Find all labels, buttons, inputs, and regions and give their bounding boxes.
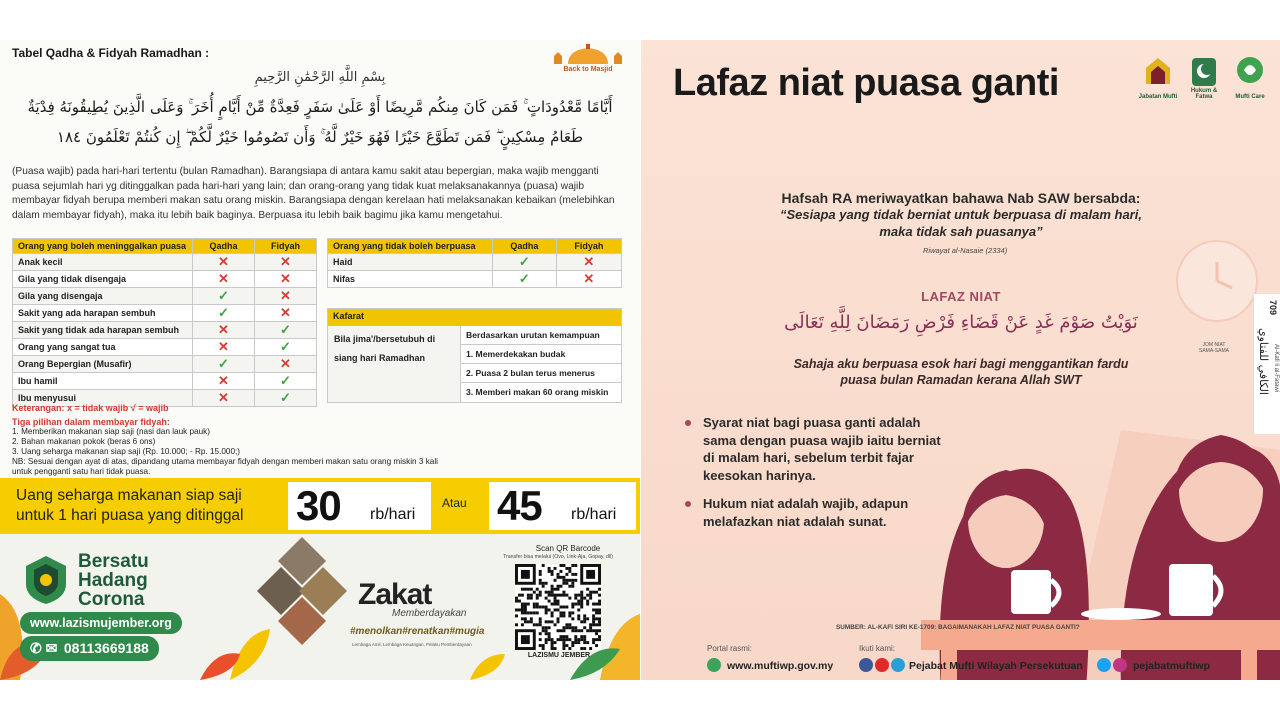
row-label: Nifas: [328, 271, 493, 288]
table-row: [13, 271, 317, 288]
globe-icon: [707, 658, 721, 672]
qadha-mark: ✓: [193, 288, 255, 305]
instagram-icon[interactable]: [1113, 658, 1127, 672]
source-reference: SUMBER: AL-KAFI SIRI KE-1709: BAGAIMANAKAH LAFAZ NIAT PUASA GANTI?: [836, 624, 1080, 631]
phone-whatsapp-icon: ✆ ✉: [30, 640, 58, 656]
slogan-line: Corona: [78, 589, 145, 610]
price-description: [16, 486, 244, 526]
hadith-source: Riwayat al-Nasaie (2334): [923, 246, 1008, 255]
fidyah-mark: ✓: [255, 339, 317, 356]
mosque-icon: [548, 44, 628, 66]
fidyah-mark: ✕: [255, 305, 317, 322]
qadha-mark: ✓: [493, 271, 557, 288]
qadha-fidyah-table: [12, 238, 317, 407]
price-number: 30: [296, 482, 341, 529]
price-description-line: Uang seharga makanan siap saji: [16, 487, 242, 504]
table-row: [13, 305, 317, 322]
note-item: Syarat niat bagi puasa ganti adalah sama dengan puasa wajib iaitu berniat di malam hari, sebelum terbit fajar keesokan harinya.: [685, 414, 945, 484]
row-label: Sakit yang tidak ada harapan sembuh: [13, 322, 193, 339]
fidyah-poster: [0, 40, 640, 680]
bersatu-hadang-corona: [78, 552, 149, 609]
facebook-icon[interactable]: [859, 658, 873, 672]
social-name[interactable]: Pejabat Mufti Wilayah Persekutuan: [909, 660, 1083, 672]
clock-icon: [1178, 242, 1256, 320]
women-drinking-illustration: [921, 370, 1280, 680]
telegram-icon[interactable]: [891, 658, 905, 672]
row-label: Gila yang tidak disengaja: [13, 271, 193, 288]
table-body: [13, 254, 317, 407]
table-row: [13, 373, 317, 390]
fidyah-mark: ✕: [556, 254, 621, 271]
phone-contact[interactable]: [20, 636, 159, 661]
kafarat-option: 3. Memberi makan 60 orang miskin: [460, 383, 621, 402]
table-row: [13, 254, 317, 271]
fidyah-mark: ✕: [255, 288, 317, 305]
mufti-logo: [1138, 54, 1178, 100]
table-header: Qadha: [193, 239, 255, 254]
portal-url[interactable]: www.muftiwp.gov.my: [727, 660, 834, 672]
row-label: Orang yang sangat tua: [13, 339, 193, 356]
lazismu-shield-icon: [22, 554, 70, 606]
table-header: Qadha: [493, 239, 557, 254]
list-item: 2. Bahan makanan pokok (beras 6 ons): [12, 437, 156, 446]
youtube-icon[interactable]: [875, 658, 889, 672]
table-header: Orang yang tidak boleh berpuasa: [328, 239, 493, 254]
price-description-line: untuk 1 hari puasa yang ditinggal: [16, 507, 244, 524]
price-band: [0, 478, 640, 534]
bismillah: بِسْمِ اللَّهِ الرَّحْمَٰنِ الرَّحِيمِ: [254, 70, 386, 85]
al-kafi-latin: Al-Kafi li al-Fatawi: [1273, 344, 1279, 393]
list-item: NB: Sesuai dengan ayat di atas, dipandang utama membayar fidyah dengan memberi makan satu orang miskin 3 kali: [12, 457, 438, 466]
lafaz-niat-heading: LAFAZ NIAT: [921, 289, 1001, 304]
logo-label: Jabatan Mufti: [1138, 94, 1178, 100]
kafarat-option-header: Berdasarkan urutan kemampuan: [460, 326, 621, 345]
logo-group: [1138, 54, 1270, 100]
verse-translation: (Puasa wajib) pada hari-hari tertentu (bulan Ramadhan). Barangsiapa di antara kamu sakit atau bepergian, maka wajib mengganti puasa sejumlah hari yg ditinggalkan pada hari-hari yang lain; dan orang-orang yang tidak kuat melaksanakannya (puasa) wajib membayar fidyah berupa memberi makan satu orang miskin. Barangsiapa dengan kerelaan hati melaksanakan kebaikan (melebihkan dalam membayar fidyah), maka itu lebih baik baginya. Berpuasa itu lebih baik bagimu jika kamu mengetahui.: [12, 166, 615, 221]
al-kafi-arabic: الكافي للفتاوي: [1257, 328, 1270, 395]
qr-code-icon[interactable]: [515, 564, 601, 650]
phone-number: 08113669188: [63, 640, 149, 656]
website-link[interactable]: www.lazismujember.org: [20, 612, 182, 634]
fidyah-mark: ✓: [255, 373, 317, 390]
price-unit: rb/hari: [571, 506, 617, 523]
campaign-footer: [0, 534, 640, 680]
table-row: [13, 322, 317, 339]
social-handle[interactable]: pejabatmuftiwp: [1133, 660, 1211, 672]
qadha-mark: ✕: [193, 254, 255, 271]
twitter-icon[interactable]: [1097, 658, 1111, 672]
qadha-mark: ✓: [193, 356, 255, 373]
fidyah-mark: ✕: [255, 271, 317, 288]
mufti-care-logo: [1230, 54, 1270, 100]
ikuti-label: Ikuti kami:: [859, 644, 896, 653]
niat-notes: [685, 414, 945, 541]
list-item: untuk pengganti satu hari tidak puasa.: [12, 467, 151, 476]
quran-verse: أَيَّامًا مَّعْدُودَاتٍ ۚ فَمَن كَانَ مِنكُم مَّرِيضًا أَوْ عَلَىٰ سَفَرٍ فَعِدَّةٌ مِّنْ أَيَّامٍ أُخَرَ ۚ وَعَلَى الَّذِينَ يُطِيقُونَهُ فِدْيَةٌ طَعَامُ مِسْكِينٍ ۖ فَمَن تَطَوَّعَ خَيْرًا فَهُوَ خَيْرٌ لَّهُ ۚ وَأَن تَصُومُوا خَيْرٌ لَّكُمْ ۖ إِن كُنتُمْ تَعْلَمُونَ ١٨٤: [27, 98, 613, 146]
logo-text: Back to Masjid: [563, 66, 613, 73]
hadith-quote: [641, 206, 1280, 240]
row-label: Sakit yang ada harapan sembuh: [13, 305, 193, 322]
hadith-quote-line: maka tidak sah puasanya”: [879, 224, 1043, 239]
hadith-intro: Hafsah RA meriwayatkan bahawa Nab SAW bersabda:: [781, 190, 1141, 206]
logo-label: Mufti Care: [1235, 94, 1265, 100]
niat-translation-line: Sahaja aku berpuasa esok hari bagi menggantikan fardu: [793, 357, 1129, 371]
poster-title: Lafaz niat puasa ganti: [673, 62, 1059, 104]
zakat-fineprint: Lembaga Amil, Lembaga Keuangan, Pelaku Pemberdayaan: [352, 642, 472, 647]
qadha-mark: ✓: [193, 305, 255, 322]
clock-decoration: [1176, 240, 1258, 322]
poster-title: Tabel Qadha & Fidyah Ramadhan :: [12, 46, 210, 60]
kafarat-condition: Bila jima'/bersetubuh di siang hari Ramadhan: [334, 334, 436, 363]
list-item: 3. Uang seharga makanan siap saji (Rp. 10.000; - Rp. 15.000;): [12, 447, 241, 456]
fidyah-options-list: [12, 427, 622, 477]
legend-note: Keterangan: x = tidak wajib √ = wajib: [12, 403, 169, 413]
series-number: 709: [1268, 300, 1278, 316]
fidyah-options-header: Tiga pilihan dalam membayar fidyah:: [12, 417, 170, 427]
table-header: Orang yang boleh meninggalkan puasa: [13, 239, 193, 254]
qr-label: LAZISMU JEMBER: [527, 652, 591, 659]
table-header: Fidyah: [255, 239, 317, 254]
price-30: [288, 482, 431, 530]
slogan-line: Hadang: [78, 570, 148, 591]
crest-icon: [1138, 54, 1178, 90]
portal-label: Portal rasmi:: [707, 644, 752, 653]
niat-translation-line: puasa bulan Ramadan kerana Allah SWT: [840, 373, 1082, 387]
price-number: 45: [497, 482, 542, 529]
kafarat-option: 2. Puasa 2 bulan terus menerus: [460, 364, 621, 383]
slogan-line: Bersatu: [78, 551, 149, 572]
price-unit: rb/hari: [370, 506, 416, 523]
kafarat-box: [327, 308, 622, 403]
qr-header: Scan QR Barcode: [535, 544, 601, 553]
table-row: [328, 271, 622, 288]
table-row: [328, 254, 622, 271]
qadha-mark: ✕: [193, 373, 255, 390]
fidyah-mark: ✕: [255, 254, 317, 271]
jom-niat-label: JOM NIAT SAMA-SAMA: [1198, 342, 1229, 354]
qadha-mark: ✓: [493, 254, 557, 271]
tidak-boleh-puasa-table: [327, 238, 622, 288]
zakat-logo-text: Zakat: [358, 578, 432, 611]
table-row: [13, 356, 317, 373]
list-item: 1. Memberikan makanan siap saji (nasi dan lauk pauk): [12, 427, 210, 436]
care-icon: [1230, 54, 1270, 90]
row-label: Ibu hamil: [13, 373, 193, 390]
price-45: [489, 482, 636, 530]
fidyah-mark: ✓: [255, 390, 317, 407]
qadha-mark: ✕: [193, 339, 255, 356]
kafarat-options: [460, 326, 621, 402]
qadha-mark: ✕: [193, 322, 255, 339]
niat-puasa-poster: [641, 40, 1280, 680]
table-header: Fidyah: [556, 239, 621, 254]
table-row: [13, 288, 317, 305]
qr-subtitle: Transfer bisa melalui (Ovo, Link-Aja, Gopay, dll): [503, 554, 613, 560]
table-row: [13, 339, 317, 356]
moon-icon: [1184, 54, 1224, 90]
atau-text: Atau: [442, 496, 467, 510]
qadha-mark: ✕: [193, 390, 255, 407]
table-body: [328, 254, 622, 288]
fidyah-mark: ✕: [255, 356, 317, 373]
fidyah-mark: ✓: [255, 322, 317, 339]
row-label: Orang Bepergian (Musafir): [13, 356, 193, 373]
zakat-hashtag: #menolkan#renatkan#mugia: [350, 626, 485, 637]
note-item: Hukum niat adalah wajib, adapun melafazkan niat adalah sunat.: [685, 495, 945, 530]
qadha-mark: ✕: [193, 271, 255, 288]
hadith-quote-line: “Sesiapa yang tidak berniat untuk berpuasa di malam hari,: [780, 207, 1142, 222]
hukum-fatwa-logo: [1184, 54, 1224, 100]
row-label: Haid: [328, 254, 493, 271]
lafaz-niat-arabic: نَوَيْتُ صَوْمَ غَدٍ عَنْ قَضَاءِ فَرْضِ رَمَضَانَ لِلَّهِ تَعَالَى: [784, 312, 1138, 333]
fidyah-mark: ✕: [556, 271, 621, 288]
kafarat-header: Kafarat: [328, 309, 621, 326]
row-label: Gila yang disengaja: [13, 288, 193, 305]
kafarat-option: 1. Memerdekakan budak: [460, 345, 621, 364]
logo-label: Hukum & Fatwa: [1190, 88, 1218, 100]
zakat-subtitle: Memberdayakan: [392, 608, 467, 619]
row-label: Anak kecil: [13, 254, 193, 271]
row-label: Ibu menyusui: [13, 390, 193, 407]
